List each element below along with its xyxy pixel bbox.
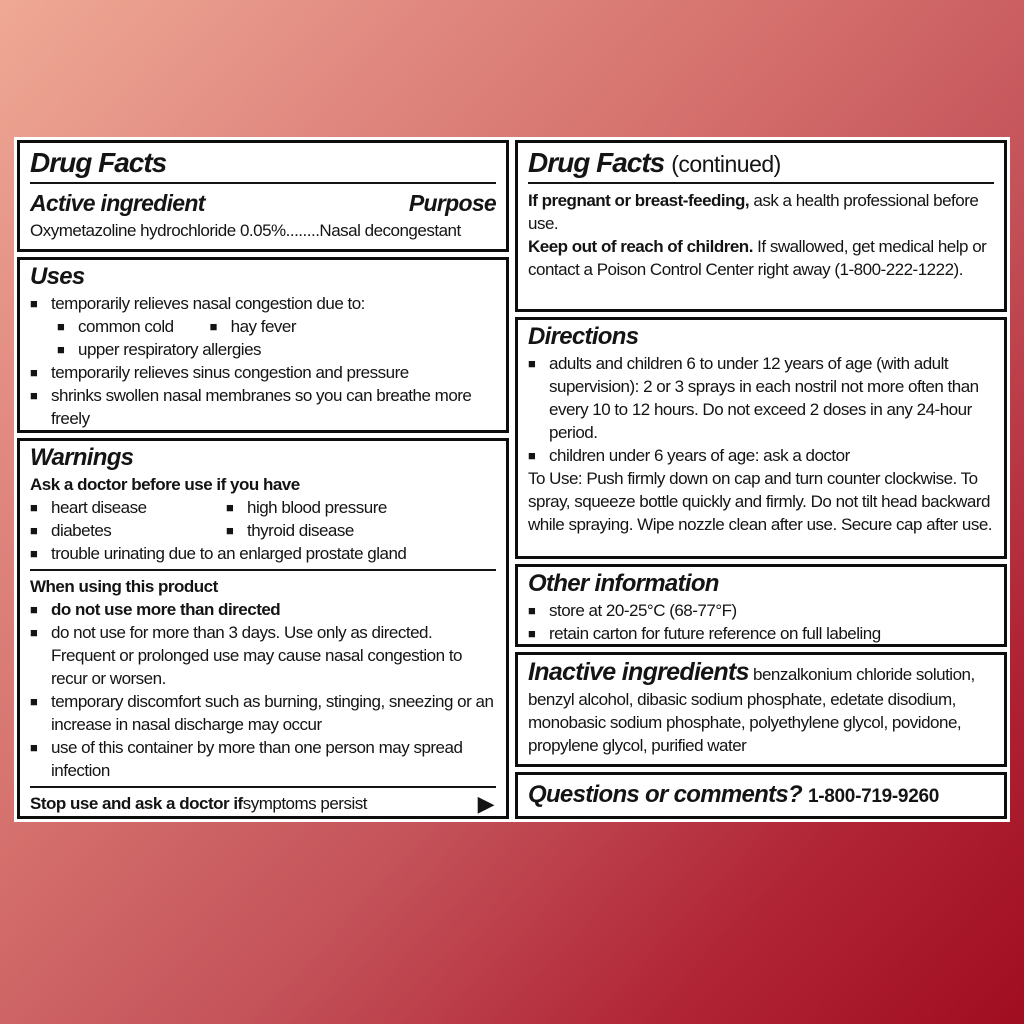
square-bullet-icon: ■ [57, 342, 65, 357]
square-bullet-icon: ■ [30, 546, 38, 561]
square-bullet-icon: ■ [30, 625, 38, 640]
uses-panel [17, 257, 509, 433]
purpose-heading: Purpose [408, 190, 496, 216]
continue-arrow-icon: ▶ [477, 791, 494, 816]
ask-doctor-subheading: Ask a doctor before use if you have [30, 475, 300, 494]
directions-bullet: ■ adults and children 6 to under 12 years of age (with adult supervision): 2 or 3 sprays in each nostril not more often than every 10 to 12 hours. Do not exceed 2 doses in any 24-hour period. [528, 354, 979, 442]
square-bullet-icon: ■ [30, 388, 38, 403]
drug-facts-continued-panel [515, 140, 1007, 312]
other-information-panel [515, 564, 1007, 647]
drug-facts-continued-title: Drug Facts (continued) [528, 147, 781, 178]
square-bullet-icon: ■ [30, 602, 38, 617]
square-bullet-icon: ■ [226, 523, 234, 538]
square-bullet-icon: ■ [528, 603, 536, 618]
uses-bullet: ■ shrinks swollen nasal membranes so you can breathe more freely [30, 386, 472, 428]
square-bullet-icon: ■ [528, 356, 536, 371]
uses-bullet: ■ temporarily relieves nasal congestion due to: [30, 294, 365, 313]
when-using-bullet: ■ use of this container by more than one person may spread infection [30, 738, 463, 780]
square-bullet-icon: ■ [226, 500, 234, 515]
active-ingredient-line: Oxymetazoline hydrochloride 0.05%........Nasal decongestant [30, 220, 461, 240]
inactive-ingredients-heading: Inactive ingredients [528, 658, 749, 686]
stop-use-rest: symptoms persist [242, 794, 367, 813]
square-bullet-icon: ■ [528, 448, 536, 463]
when-using-bullet: ■ temporary discomfort such as burning, stinging, sneezing or an increase in nasal discharge may occur [30, 692, 494, 734]
drug-facts-title: Drug Facts [30, 147, 167, 178]
when-using-bullet: ■ do not use more than directed [30, 600, 281, 619]
square-bullet-icon: ■ [30, 296, 38, 311]
uses-sub-bullet: ■ upper respiratory allergies [57, 340, 262, 359]
questions-phone-number: 1-800-719-9260 [807, 786, 940, 807]
section-divider [30, 569, 496, 571]
square-bullet-icon: ■ [528, 626, 536, 641]
square-bullet-icon: ■ [30, 694, 38, 709]
uses-heading: Uses [30, 263, 85, 290]
warnings-panel [17, 438, 509, 819]
active-ingredient-heading: Active ingredient [30, 190, 205, 216]
square-bullet-icon: ■ [30, 740, 38, 755]
inactive-ingredients-panel [515, 652, 1007, 767]
questions-panel [515, 772, 1007, 819]
other-information-heading: Other information [528, 570, 719, 597]
label-right-column [515, 140, 1007, 819]
conditions-bullet: ■ trouble urinating due to an enlarged prostate gland [30, 544, 407, 563]
to-use-instructions: To Use: Push firmly down on cap and turn counter clockwise. To spray, squeeze bottle quickly and firmly. Do not tilt head backward while spraying. Wipe nozzle clean after use. Secure cap after use. [528, 469, 993, 534]
square-bullet-icon: ■ [30, 500, 38, 515]
inactive-ingredients-text: Inactive ingredients benzalkonium chloride solution, benzyl alcohol, dibasic sodium phosphate, edetate disodium, monobasic sodium phosphate, polyethylene glycol, povidone, propylene glycol, purified water [528, 658, 975, 756]
other-information-bullet: ■ store at 20-25°C (68-77°F) [528, 601, 737, 620]
pregnancy-warning: If pregnant or breast-feeding, ask a health professional before use. [528, 191, 979, 233]
square-bullet-icon: ■ [209, 319, 217, 334]
questions-heading: Questions or comments? [528, 781, 802, 808]
drug-facts-label [14, 137, 1010, 822]
square-bullet-icon: ■ [30, 365, 38, 380]
continued-label: (continued) [671, 151, 781, 177]
header-rule [528, 182, 994, 184]
header-rule [30, 182, 496, 184]
stop-use-row [30, 792, 496, 815]
directions-bullet: ■ children under 6 years of age: ask a doctor [528, 446, 850, 465]
stop-use-bold: Stop use and ask a doctor if [30, 794, 243, 813]
warnings-heading: Warnings [30, 444, 134, 471]
uses-bullet: ■ temporarily relieves sinus congestion and pressure [30, 363, 409, 382]
conditions-row: ■ diabetes ■ thyroid disease [30, 521, 354, 540]
drug-facts-header-panel [17, 140, 509, 252]
conditions-row: ■ heart disease ■ high blood pressure [30, 498, 387, 517]
when-using-subheading: When using this product [30, 577, 218, 596]
square-bullet-icon: ■ [30, 523, 38, 538]
uses-sub-bullets-row: ■ common cold ■ hay fever [57, 317, 297, 336]
square-bullet-icon: ■ [57, 319, 65, 334]
when-using-bullet: ■ do not use for more than 3 days. Use only as directed. Frequent or prolonged use may cause nasal congestion to recur or worsen. [30, 623, 462, 688]
directions-heading: Directions [528, 323, 639, 350]
directions-panel [515, 317, 1007, 559]
children-warning: Keep out of reach of children. If swallowed, get medical help or contact a Poison Control Center right away (1-800-222-1222). [528, 237, 987, 279]
section-divider [30, 786, 496, 788]
other-information-bullet: ■ retain carton for future reference on full labeling [528, 624, 881, 643]
label-left-column [17, 140, 509, 819]
